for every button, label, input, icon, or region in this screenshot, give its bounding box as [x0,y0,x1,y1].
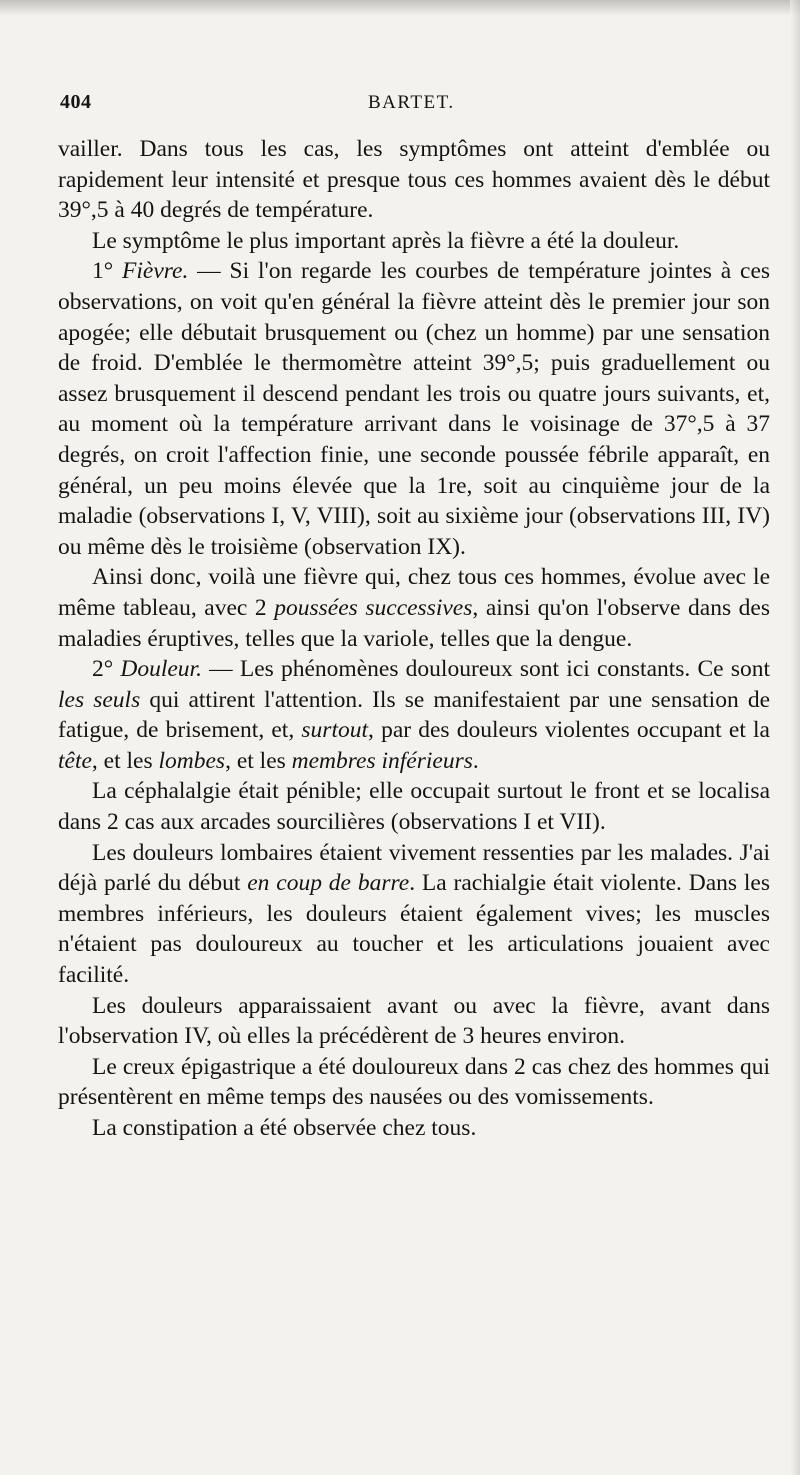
paragraph-main-symptom [58,226,770,257]
paragraph-text: Ainsi donc, voilà une fièvre qui, chez tous ces hommes, évolue avec le même tableau, avec 2 [58,564,770,621]
paragraph-text: , et les [225,747,286,774]
section-label-fever: Fièvre. [122,258,189,285]
paragraph-text: vailler. Dans tous les cas, les symptômes ont atteint d'emblée ou rapidement leur intensité et presque tous ces hommes avaient dès le début 39°,5 à 40 degrés de température. [58,136,770,224]
scan-shadow-right [790,0,800,1475]
paragraph-text: , ainsi qu'on l'observe dans des maladies éruptives, telles que la variole, telles que la dengue. [58,594,771,652]
section-number: 1° [92,258,114,285]
paragraph-lumbar-pain [58,838,770,991]
emphasis-text: en coup de barre [247,870,410,897]
emphasis-text: lombes [158,747,226,774]
page-number: 404 [60,91,92,113]
section-label-pain: Douleur. [120,656,202,683]
paragraph-text: Le creux épigastrique a été douloureux dans 2 cas chez des hommes qui présentèrent en même temps des nausées ou des vomissements. [58,1053,770,1111]
body-text [58,134,770,1144]
paragraph-fever [58,256,770,562]
section-number: 2° [92,656,114,683]
running-head: BARTET. [368,92,455,113]
paragraph-continuation [58,134,770,226]
paragraph-text: Le symptôme le plus important après la fièvre a été la douleur. [92,227,680,254]
paragraph-pain [58,654,770,776]
emphasis-text: surtout [301,717,369,744]
em-dash: — [209,656,233,683]
page-header [60,91,760,121]
emphasis-text: tête [58,747,92,774]
paragraph-text: La céphalalgie était pénible; elle occupait surtout le front et se localisa dans 2 cas aux arcades sourcilières (observations I et VII). [58,778,770,836]
paragraph-headache [58,776,770,837]
paragraph-text: . La rachialgie était violente. Dans les membres inférieurs, les douleurs étaient également vives; les muscles n'étaient pas douloureux au toucher et les articulations jouaient avec facilité. [58,870,771,989]
paragraph-text: Les douleurs apparaissaient avant ou avec la fièvre, avant dans l'observation IV, où elles la précédèrent de 3 heures environ. [58,992,770,1050]
em-dash: — [197,258,221,285]
paragraph-text: qui attirent l'attention. Ils se manifestaient par une sensation de fatigue, de brisement, et, [58,686,770,744]
paragraph-two-peaks [58,562,770,654]
scan-shadow-top [0,0,800,16]
emphasis-text: les seuls [58,686,141,713]
paragraph-pain-onset [58,991,770,1052]
paragraph-text: La constipation a été observée chez tous. [92,1115,477,1141]
paragraph-text: Les phénomènes douloureux sont ici constants. Ce sont [239,656,770,683]
emphasis-text: membres inférieurs [291,747,473,774]
paragraph-text: Si l'on regarde les courbes de température jointes à ces observations, on voit qu'en général la fièvre atteint dès le premier jour son apogée; elle débutait brusquement ou (chez un homme) par une sensation de froid. D'emblée le thermomètre atteint 39°,5; puis graduellement ou assez brusquement il descend pendant les trois ou quatre jours suivants, et, au moment où la température arrivant dans le voisinage de 37°,5 à 37 degrés, on croit l'affection finie, une seconde poussée fébrile apparaît, en général, un peu moins élevée que la 1re, soit au cinquième jour de la maladie (observations I, V, VIII), soit au sixième jour (observations III, IV) ou même dès le troisième (observation IX). [58,258,771,560]
paragraph-text: , et les [91,747,153,774]
paragraph-text: , par des douleurs violentes occupant et la [368,717,770,744]
paragraph-constipation [58,1113,770,1144]
paragraph-text: . [472,747,479,774]
paragraph-epigastric [58,1052,770,1113]
emphasis-text: poussées successives [274,594,473,621]
paragraph-text: Les douleurs lombaires étaient vivement ressenties par les malades. J'ai déjà parlé du début [58,839,770,897]
